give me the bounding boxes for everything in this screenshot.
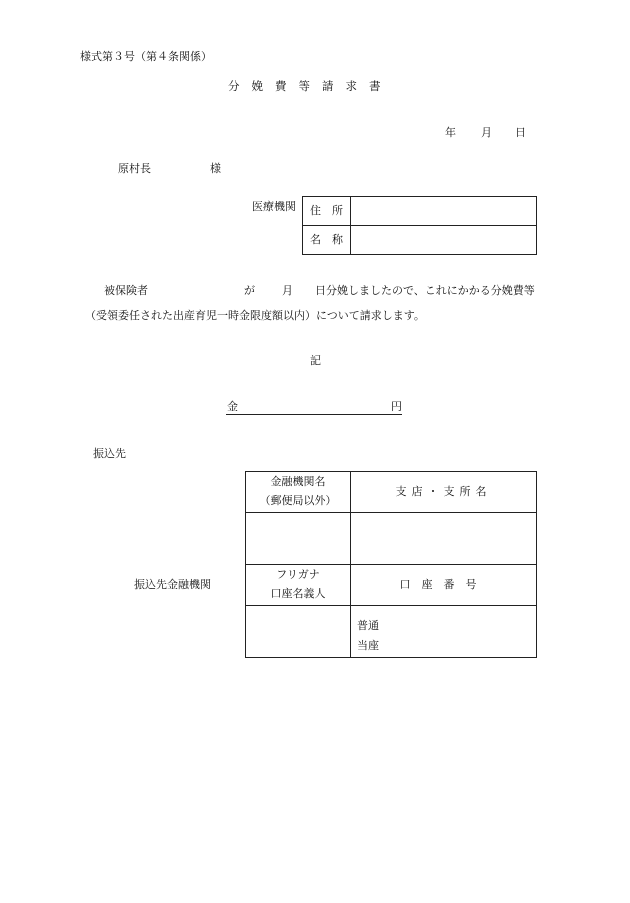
bank-name-label: 金融機関名 <box>270 475 326 489</box>
medical-institution-table <box>302 196 537 255</box>
account-type-touza[interactable]: 当座 <box>357 639 379 653</box>
addressee-name: 原村長 <box>118 162 151 175</box>
account-number-header-cell <box>351 565 537 606</box>
branch-header-cell <box>351 472 537 513</box>
statement-line1-rest: 日分娩しましたので、これにかかる分娩費等 <box>315 284 535 297</box>
account-type-futsu[interactable]: 普通 <box>357 619 379 632</box>
insured-label: 被保険者 <box>104 284 148 297</box>
account-holder-field[interactable] <box>246 606 351 658</box>
address-field[interactable] <box>351 197 537 226</box>
transfer-heading: 振込先 <box>93 447 126 460</box>
amount-prefix: 金 <box>227 400 238 413</box>
account-number-field[interactable] <box>351 606 537 658</box>
date-year-label: 年 <box>445 126 456 139</box>
account-number-label: 口座番号 <box>399 578 488 592</box>
ga-particle: が <box>244 284 255 297</box>
address-label: 住 所 <box>310 204 343 218</box>
date-day-label: 日 <box>515 126 526 139</box>
name-label: 名 称 <box>310 233 343 247</box>
birth-month-label: 月 <box>282 284 293 297</box>
form-number: 様式第３号（第４条関係） <box>80 50 212 63</box>
branch-label: 支店・支所名 <box>395 485 492 499</box>
transfer-side-label: 振込先金融機関 <box>134 578 211 591</box>
name-label-cell <box>303 226 351 255</box>
medical-institution-label: 医療機関 <box>252 200 296 213</box>
statement-line2: （受領委任された出産育児一時金限度額以内）について請求します。 <box>85 309 425 322</box>
name-field[interactable] <box>351 226 537 255</box>
account-holder-label: 口座名義人 <box>270 587 326 600</box>
account-holder-header-cell <box>246 565 351 606</box>
page-title: 分娩費等請求書 <box>228 79 393 93</box>
furigana-label: フリガナ <box>276 568 320 582</box>
bank-name-sub-label: （郵便局以外） <box>259 494 337 507</box>
amount-field[interactable] <box>226 400 402 415</box>
bank-name-field[interactable] <box>246 513 351 565</box>
branch-name-field[interactable] <box>351 513 537 565</box>
addressee-honorific: 様 <box>210 162 221 175</box>
bank-name-header-cell <box>246 472 351 513</box>
amount-suffix: 円 <box>391 400 402 413</box>
date-month-label: 月 <box>481 126 492 139</box>
bank-account-table <box>245 471 537 658</box>
ki-heading: 記 <box>310 354 321 367</box>
address-label-cell <box>303 197 351 226</box>
